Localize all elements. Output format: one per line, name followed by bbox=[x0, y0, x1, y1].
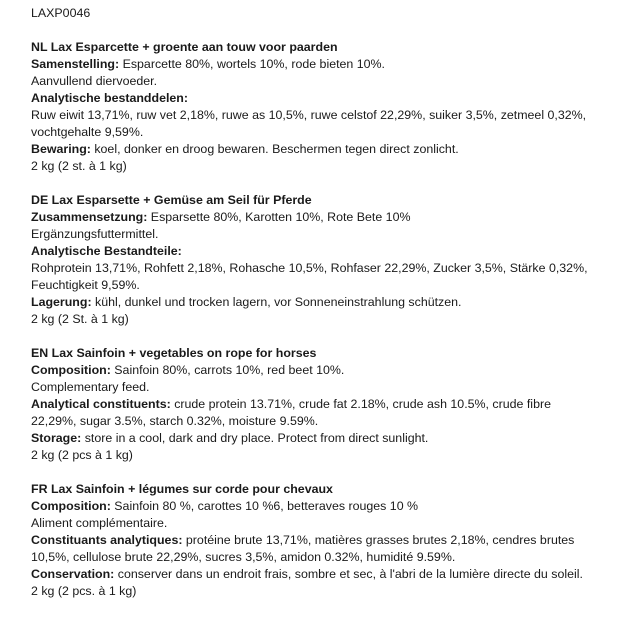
storage-value: kühl, dunkel und trocken lagern, vor Sonneneinstrahlung schützen. bbox=[91, 295, 462, 309]
analytical-inline: protéine brute 13,71%, matières grasses brutes 2,18%, cendres brutes bbox=[182, 533, 575, 547]
storage-line bbox=[31, 430, 631, 447]
label-document bbox=[31, 5, 631, 617]
feed-type: Aliment complémentaire. bbox=[31, 516, 168, 530]
storage-value: koel, donker en droog bewaren. Beschermen tegen direct zonlicht. bbox=[90, 142, 459, 156]
storage-label: Conservation: bbox=[31, 567, 115, 581]
composition-value: Sainfoin 80 %, carottes 10 %6, betteraves rouges 10 % bbox=[110, 499, 419, 513]
analytical-text: 10,5%, cellulose brute 22,29%, sucres 3,5%, amidon 0.32%, humidité 9.59%. bbox=[31, 550, 456, 564]
analytical-line bbox=[31, 243, 631, 260]
weight: 2 kg (2 pcs. à 1 kg) bbox=[31, 584, 137, 598]
storage-label: Storage: bbox=[31, 431, 82, 445]
storage-line bbox=[31, 294, 631, 311]
analytical-inline: crude protein 13.71%, crude fat 2.18%, crude ash 10.5%, crude fibre bbox=[170, 397, 551, 411]
composition-line bbox=[31, 56, 631, 73]
analytical-label: Analytical constituents: bbox=[31, 397, 171, 411]
weight: 2 kg (2 pcs à 1 kg) bbox=[31, 448, 133, 462]
section-title: DE Lax Esparsette + Gemüse am Seil für Pferde bbox=[31, 193, 312, 207]
composition-label: Zusammensetzung: bbox=[31, 210, 148, 224]
weight: 2 kg (2 st. à 1 kg) bbox=[31, 159, 127, 173]
analytical-text: vochtgehalte 9,59%. bbox=[31, 125, 144, 139]
composition-value: Esparcette 80%, wortels 10%, rode bieten 10%. bbox=[119, 57, 386, 71]
composition-line bbox=[31, 362, 631, 379]
analytical-text: Ruw eiwit 13,71%, ruw vet 2,18%, ruwe as 10,5%, ruwe celstof 22,29%, suiker 3,5%, zetmeel 0,32%, bbox=[31, 108, 587, 122]
composition-label: Composition: bbox=[31, 499, 111, 513]
analytical-label: Analytische Bestandteile: bbox=[31, 244, 182, 258]
composition-label: Samenstelling: bbox=[31, 57, 120, 71]
analytical-text: Rohprotein 13,71%, Rohfett 2,18%, Rohasche 10,5%, Rohfaser 22,29%, Zucker 3,5%, Stärke 0,32%, bbox=[31, 261, 588, 275]
analytical-line bbox=[31, 90, 631, 107]
feed-type: Ergänzungsfuttermittel. bbox=[31, 227, 159, 241]
section-fr bbox=[31, 481, 631, 600]
composition-value: Esparsette 80%, Karotten 10%, Rote Bete 10% bbox=[147, 210, 411, 224]
product-code: LAXP0046 bbox=[31, 6, 91, 20]
section-de bbox=[31, 192, 631, 328]
analytical-line bbox=[31, 396, 631, 413]
composition-value: Sainfoin 80%, carrots 10%, red beet 10%. bbox=[110, 363, 345, 377]
analytical-text: Feuchtigkeit 9,59%. bbox=[31, 278, 140, 292]
analytical-label: Analytische bestanddelen: bbox=[31, 91, 188, 105]
weight: 2 kg (2 St. à 1 kg) bbox=[31, 312, 129, 326]
section-nl bbox=[31, 39, 631, 175]
storage-value: conserver dans un endroit frais, sombre et sec, à l'abri de la lumière directe du soleil. bbox=[114, 567, 583, 581]
analytical-text: 22,29%, sugar 3.5%, starch 0.32%, moisture 9.59%. bbox=[31, 414, 319, 428]
composition-line bbox=[31, 209, 631, 226]
section-en bbox=[31, 345, 631, 464]
feed-type: Complementary feed. bbox=[31, 380, 150, 394]
section-title: EN Lax Sainfoin + vegetables on rope for horses bbox=[31, 346, 317, 360]
storage-line bbox=[31, 141, 631, 158]
feed-type: Aanvullend diervoeder. bbox=[31, 74, 158, 88]
analytical-line bbox=[31, 532, 631, 549]
storage-label: Bewaring: bbox=[31, 142, 91, 156]
storage-line bbox=[31, 566, 631, 583]
composition-label: Composition: bbox=[31, 363, 111, 377]
storage-label: Lagerung: bbox=[31, 295, 92, 309]
storage-value: store in a cool, dark and dry place. Protect from direct sunlight. bbox=[81, 431, 429, 445]
section-title: FR Lax Sainfoin + légumes sur corde pour chevaux bbox=[31, 482, 333, 496]
analytical-label: Constituants analytiques: bbox=[31, 533, 183, 547]
composition-line bbox=[31, 498, 631, 515]
section-title: NL Lax Esparcette + groente aan touw voor paarden bbox=[31, 40, 338, 54]
